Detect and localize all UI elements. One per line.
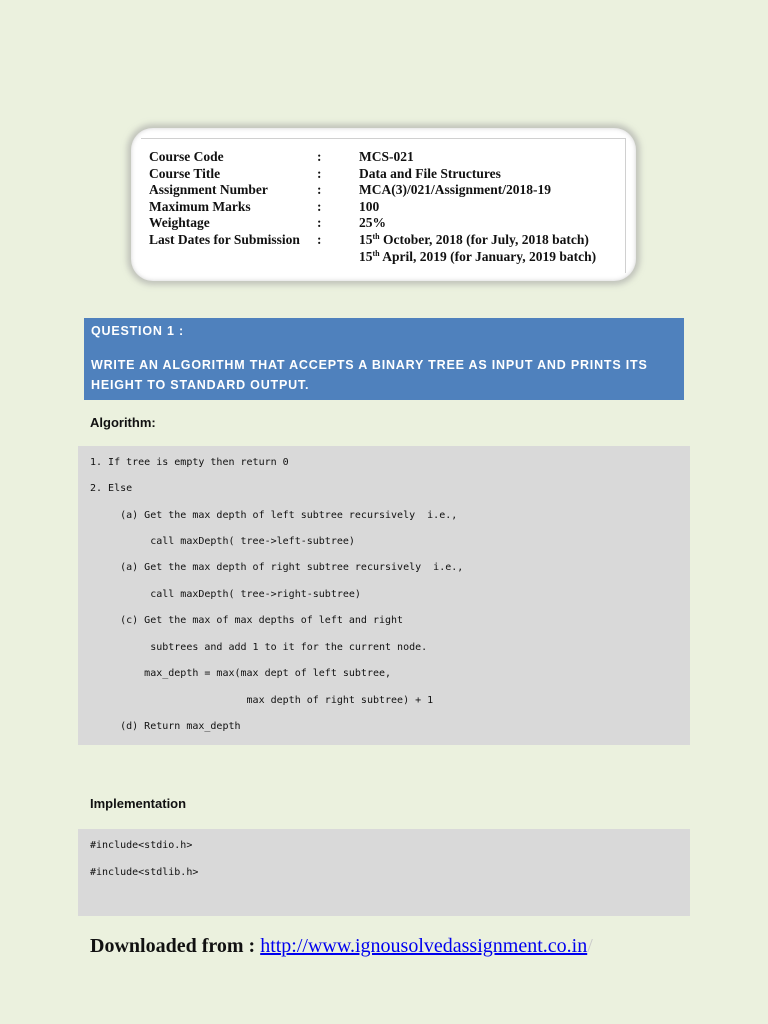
assignment-number-label: Assignment Number [149,182,268,198]
course-info-row [149,232,596,265]
last-dates-label: Last Dates for Submission [149,231,300,247]
question-title: QUESTION 1 : [91,324,184,338]
code-line: #include<stdlib.h> [90,867,199,878]
code-line: 2. Else [90,483,133,494]
course-info-row [149,166,596,183]
code-line: max depth of right subtree) + 1 [90,695,434,706]
course-info-table [149,149,596,265]
separator: : [317,198,322,214]
footer-suffix: / [587,935,593,957]
course-title-value: Data and File Structures [359,165,501,181]
course-info-card [131,128,636,281]
code-line: (a) Get the max depth of left subtree recursively i.e., [90,510,458,521]
algorithm-code-block [78,446,690,745]
website-link[interactable]: http://www.ignousolvedassignment.co.in [260,935,588,957]
separator: : [317,231,322,247]
implementation-heading: Implementation [90,796,187,811]
question-text: WRITE AN ALGORITHM THAT ACCEPTS A BINARY TREE AS INPUT AND PRINTS ITS HEIGHT TO STANDARD OUTPUT. [91,358,648,392]
question-banner [84,318,684,400]
course-info-row [149,199,596,216]
submission-date-july: 15th October, 2018 (for July, 2018 batch) [359,231,589,247]
code-line: (d) Return max_depth [90,721,241,732]
code-line: (a) Get the max depth of right subtree recursively i.e., [90,562,464,573]
code-line: (c) Get the max of max depths of left and right [90,615,404,626]
separator: : [317,182,322,198]
separator: : [317,165,322,181]
course-info-row [149,149,596,166]
course-info-row [149,215,596,232]
code-line: max_depth = max(max dept of left subtree, [90,668,392,679]
maximum-marks-value: 100 [359,198,380,214]
course-code-value: MCS-021 [359,149,414,164]
code-line: call maxDepth( tree->left-subtree) [90,536,355,547]
course-title-label: Course Title [149,165,221,181]
code-line: #include<stdio.h> [90,840,193,851]
algorithm-heading: Algorithm: [90,415,156,430]
assignment-number-value: MCA(3)/021/Assignment/2018-19 [359,182,551,198]
course-code-label: Course Code [149,149,224,164]
separator: : [317,149,322,164]
weightage-value: 25% [359,215,386,231]
download-footer [90,935,593,958]
code-line: 1. If tree is empty then return 0 [90,457,289,468]
code-line: subtrees and add 1 to it for the current node. [90,642,428,653]
code-line: call maxDepth( tree->right-subtree) [90,589,361,600]
footer-prefix: Downloaded from : [90,935,261,957]
separator: : [317,215,322,231]
weightage-label: Weightage [149,215,210,231]
last-dates-value [359,232,596,265]
submission-date-january: 15th April, 2019 (for January, 2019 batch) [359,248,597,264]
implementation-code-block [78,829,690,916]
maximum-marks-label: Maximum Marks [149,198,251,214]
course-info-row [149,182,596,199]
